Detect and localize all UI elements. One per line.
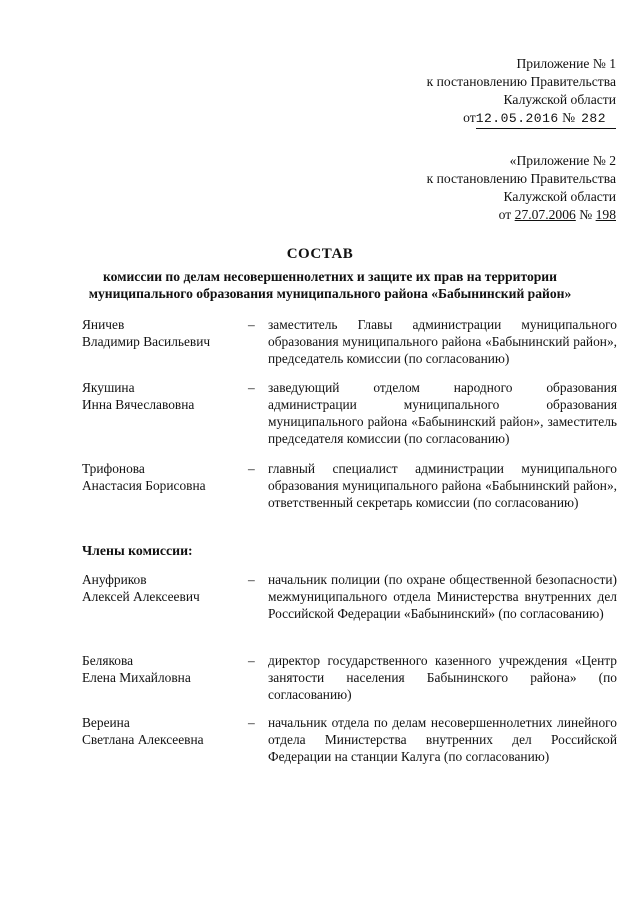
appendix-1-number: 282 [581,111,606,126]
appendix-1-decree-line: к постановлению Правительства [426,74,616,89]
person-given-names: Владимир Васильевич [82,334,211,349]
person-surname: Якушина [82,380,135,395]
appendix-2-number: 198 [595,207,616,222]
appendix-1-date-line [427,109,616,129]
person-given-names: Анастасия Борисовна [82,478,206,493]
appendix-2-from: от [498,207,512,222]
person-surname: Белякова [82,653,134,668]
person-name [82,379,242,413]
person-surname: Трифонова [82,461,145,476]
appendix-1-num-sign: № [562,110,576,125]
appendix-2-title: «Приложение № 2 [509,153,616,168]
person-name [82,316,242,350]
person-given-names: Алексей Алексеевич [82,589,200,604]
appendix-2-region: Калужской области [503,189,616,204]
appendix-1-from: от [463,110,476,125]
appendix-1-title: Приложение № 1 [516,56,616,71]
person-role: директор государственного казенного учреждения «Центр занятости населения Бабынинского района» (по согласованию) [268,653,617,702]
person-given-names: Светлана Алексеевна [82,732,204,747]
person-given-names: Инна Вячеславовна [82,397,195,412]
dash-separator: – [248,715,255,730]
person-surname: Яничев [82,317,125,332]
members-heading: Члены комиссии: [82,543,193,558]
person-name [82,460,242,494]
person-role: начальник отдела по делам несовершеннолетних линейного отдела Министерства внутренних дел Российской Федерации на станции Калуга (по согласованию) [268,715,617,764]
dash-separator: – [248,317,255,332]
document-title: СОСТАВ [286,246,354,262]
appendix-2-header [427,152,616,224]
person-surname: Ануфриков [82,572,147,587]
appendix-2-date-line [427,206,616,224]
appendix-2-date: 27.07.2006 [514,207,576,222]
appendix-1-date: 12.05.2016 [475,111,559,126]
person-name [82,714,242,748]
person-name [82,571,242,605]
person-role: заведующий отделом народного образования администрации муниципального образования муниципального района «Бабынинский район», заместитель председателя комиссии (по согласованию) [268,380,617,446]
person-role: начальник полиции (по охране общественной безопасности) межмуниципального отдела Министерства внутренних дел Российской Федерации «Бабынинский» (по согласованию) [268,572,617,621]
person-role: главный специалист администрации муниципального образования муниципального района «Бабынинский район», ответственный секретарь комиссии (по согласованию) [268,461,617,510]
person-role: заместитель Главы администрации муниципального образования муниципального района «Бабынинский район», председатель комиссии (по согласованию) [268,317,617,366]
appendix-2-decree-line: к постановлению Правительства [426,171,616,186]
dash-separator: – [248,380,255,395]
dash-separator: – [248,653,255,668]
appendix-2-num-sign: № [579,207,593,222]
person-name [82,652,242,686]
appendix-1-region: Калужской области [503,92,616,107]
dash-separator: – [248,461,255,476]
document-subtitle: комиссии по делам несовершеннолетних и защите их прав на территории муниципального образования муниципального района «Бабынинский район» [88,269,572,301]
person-given-names: Елена Михайловна [82,670,191,685]
person-surname: Вереина [82,715,130,730]
appendix-1-header [427,55,616,129]
dash-separator: – [248,572,255,587]
